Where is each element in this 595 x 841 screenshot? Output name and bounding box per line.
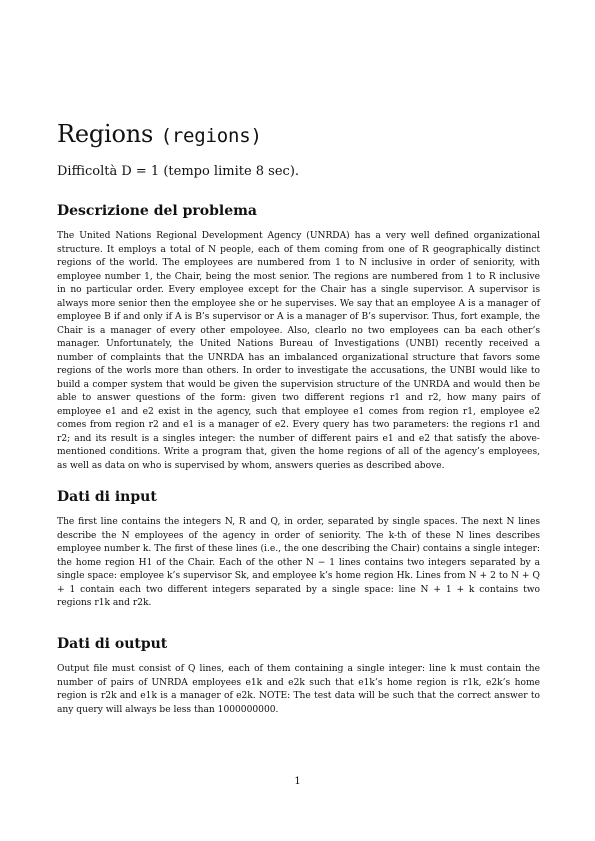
problem-title bbox=[57, 120, 262, 148]
title-text: Regions bbox=[57, 120, 154, 148]
section-heading-input: Dati di input bbox=[57, 489, 157, 505]
title-code: (regions) bbox=[160, 125, 262, 147]
section-text-output: Output file must consist of Q lines, each of them containing a single integer: line k must contain the number of pairs of UNRDA employees e1k and e2k such that e1k’s home region is r1k, e2k’s home region is r2k and e1k is a manager of e2k. NOTE: The test data will be such that the correct answer to any query will always be less than 1000000000. bbox=[57, 664, 540, 715]
section-text-input: The first line contains the integers N, R and Q, in order, separated by single spaces. The next N lines describe the N employees of the agency in order of seniority. The k-th of these N lines describes employee number k. The first of these lines (i.e., the one describing the Chair) contains a single integer: the home region H1 of the Chair. Each of the other N − 1 lines contains two integers separated by a single space: employee k’s supervisor Sk, and employee k’s home region Hk. Lines from N + 2 to N + Q + 1 contain each two different integers separated by a single space: line N + 1 + k contains two regions r1k and r2k. bbox=[57, 517, 540, 608]
page-number: 1 bbox=[294, 776, 301, 787]
section-text-description: The United Nations Regional Development Agency (UNRDA) has a very well defined organizational structure. It employs a total of N people, each of them coming from one of R geographically distinct regions of the world. The employees are numbered from 1 to N inclusive in order of seniority, with employee number 1, the Chair, being the most senior. The regions are numbered from 1 to R inclusive in no particular order. Every employee except for the Chair has a single supervisor. A supervisor is always more senior then the employee she or he supervises. We say that an employee A is a manager of employee B if and only if A is B’s supervisor or A is a manager of B’s supervisor. Thus, fort example, the Chair is a manager of every other empoloyee. Also, clearlo no two employees can ba each other’s manager. Unfortunately, the United Nations Bureau of Investigations (UNBI) recently received a number of complaints that the UNRDA has an imbalanced organizational structure that favors some regions of the worls more than others. In order to investigate the accusations, the UNBI would like to build a comper system that would be given the supervision structure of the UNRDA and would then be able to answer questions of the form: given two different regions r1 and r2, how many pairs of employee e1 and e2 exist in the agency, such that employee e1 comes from region r1, employee e2 comes from region r2 and e1 is a manager of e2. Every query has two parameters: the regions r1 and r2; and its result is a singles integer: the number of different pairs e1 and e2 that satisfy the above-mentioned conditions. Write a program that, given the home regions of all of the agency’s employees, as well as data on who is supervised by whom, answers queries as described above. bbox=[57, 231, 540, 471]
difficulty-line: Difficoltà D = 1 (tempo limite 8 sec). bbox=[57, 164, 300, 179]
section-heading-output: Dati di output bbox=[57, 636, 168, 652]
section-heading-description: Descrizione del problema bbox=[57, 203, 258, 219]
